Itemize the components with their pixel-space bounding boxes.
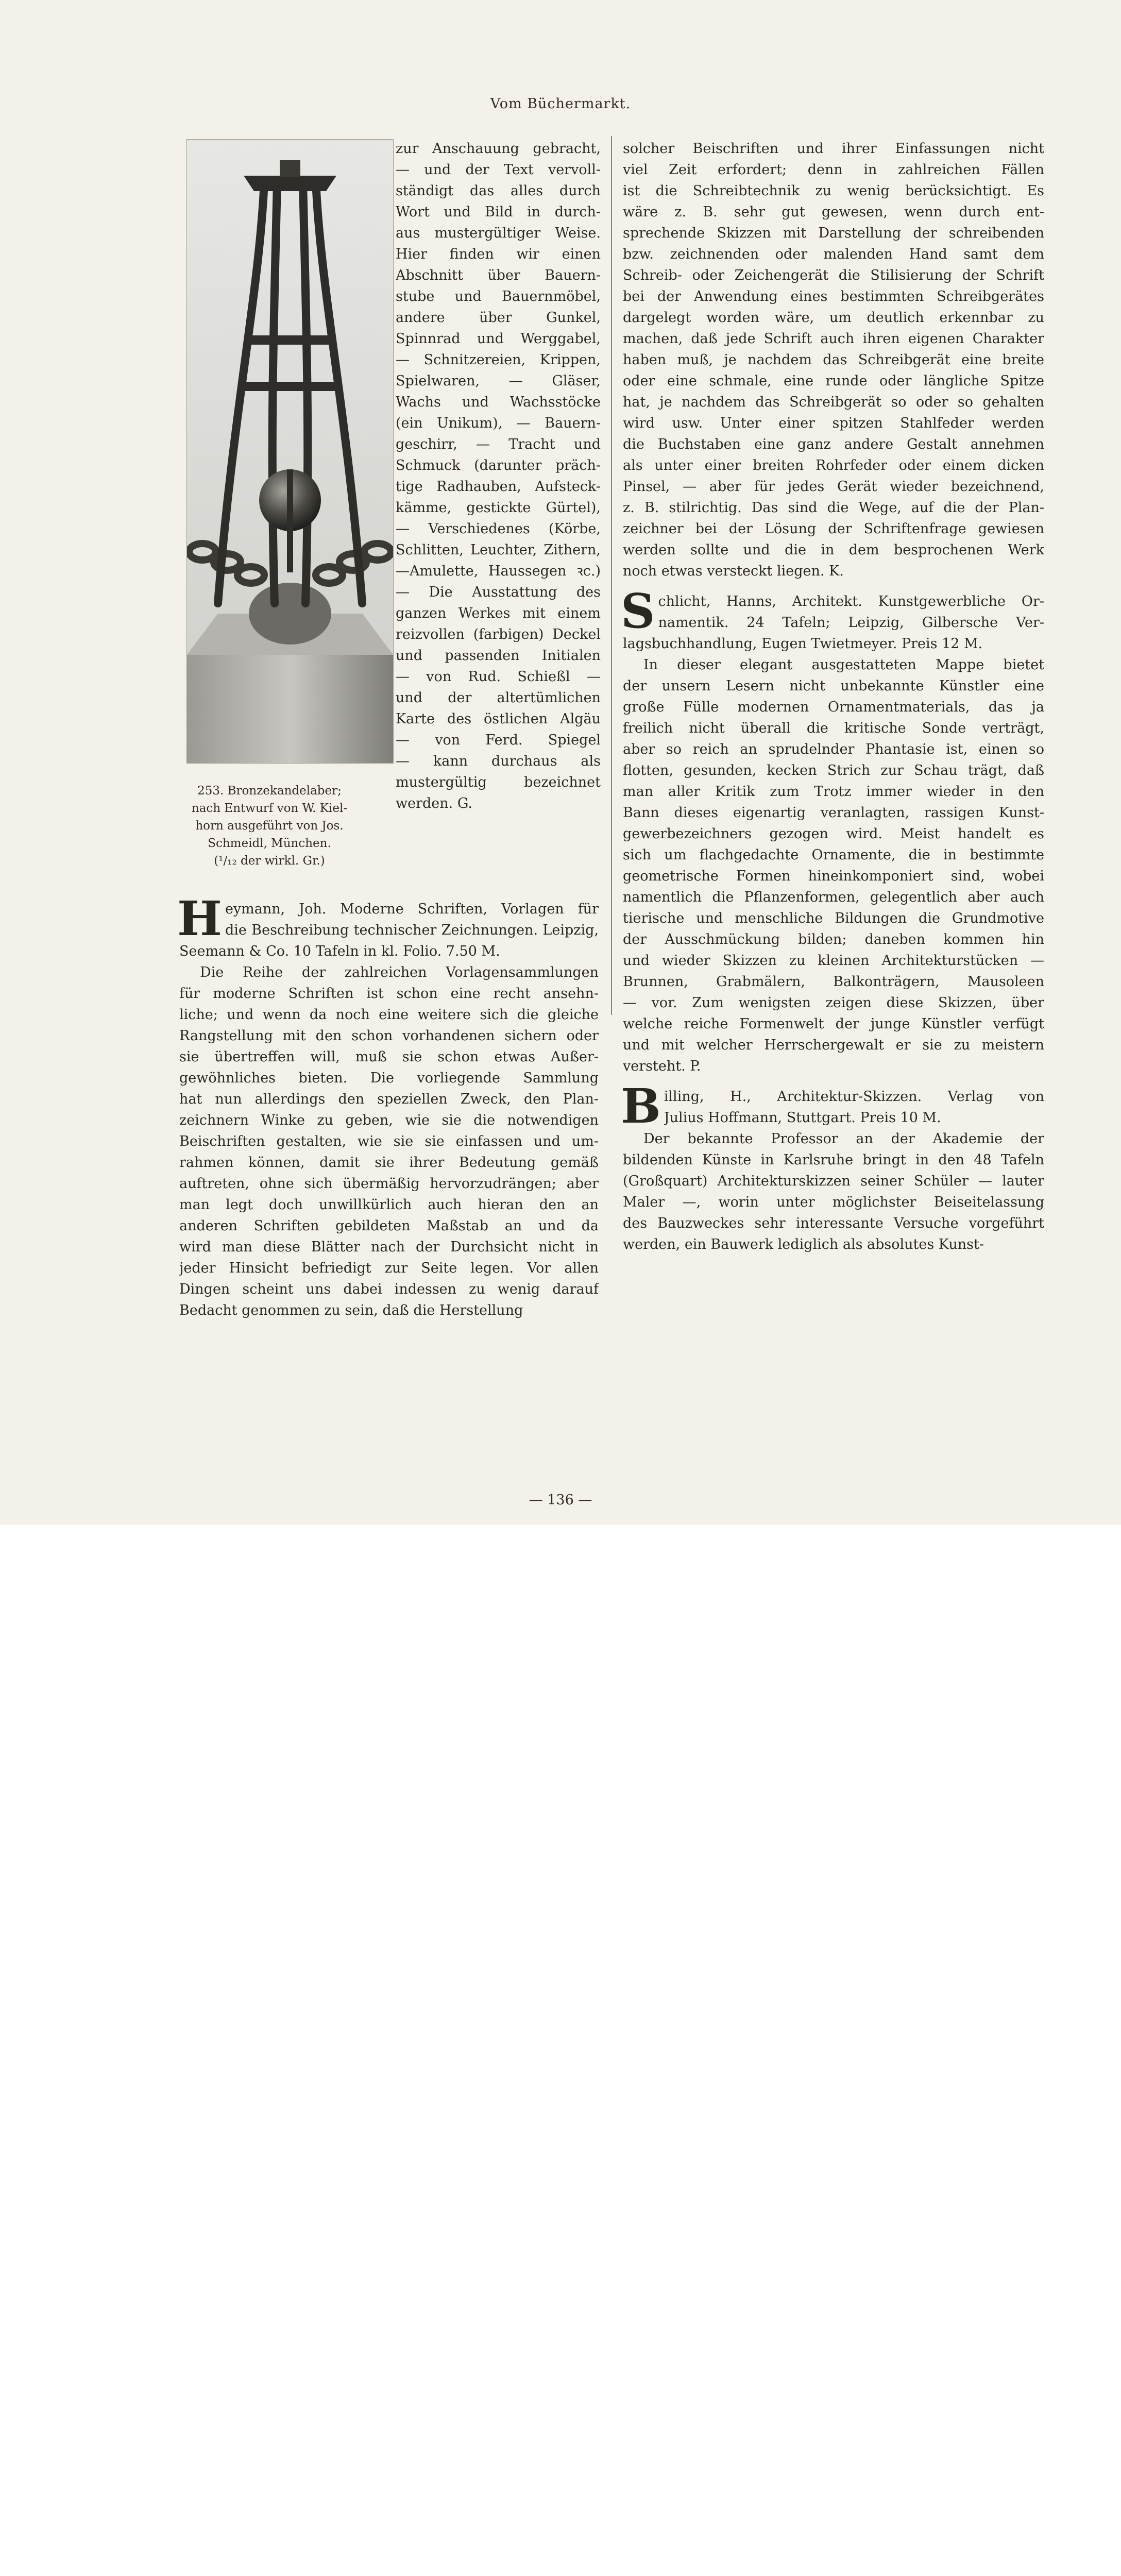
text-line: Julius Hoffmann, Stuttgart. Preis 10 M. [664, 1110, 941, 1126]
text-line: der unsern Lesern nicht unbekannte Künstler eine [623, 678, 1044, 694]
text-line: die Beschreibung technischer Zeichnungen. Leipzig, [225, 922, 599, 938]
text-line: anderen Schriften gebildeten Maßstab an und da [179, 1218, 599, 1234]
text-line: ist die Schreibtechnik zu wenig berücksichtigt. Es [623, 183, 1044, 199]
review-heymann [177, 891, 599, 1321]
text-line: tierische und menschliche Bildungen die Grundmotive [623, 910, 1044, 926]
text-line: — und der Text vervoll- [396, 162, 601, 178]
text-line: bei der Anwendung eines bestimmten Schreibgerätes [623, 289, 1044, 304]
text-line: reizvollen (farbigen) Deckel [396, 626, 601, 642]
review-heading [177, 891, 599, 962]
drop-cap: H [177, 891, 222, 946]
text-line: — kann durchaus als [396, 753, 601, 769]
text-line: Maler —, worin unter möglichster Beiseitelassung [623, 1194, 1044, 1210]
text-line: versteht. P. [623, 1058, 701, 1074]
text-line: auftreten, ohne sich übermäßig hervorzudrängen; aber [179, 1176, 599, 1192]
drop-cap: B [621, 1078, 661, 1134]
text-line: die Buchstaben eine ganz andere Gestalt annehmen [623, 436, 1044, 452]
text-line: (Großquart) Architekturskizzen seiner Schüler — lauter [623, 1173, 1044, 1189]
text-line: viel Zeit erfordert; denn in zahlreichen Fällen [623, 162, 1044, 178]
drop-cap: S [621, 583, 655, 639]
text-line: mustergültig bezeichnet [396, 774, 601, 790]
text-line: und mit welcher Herrschergewalt er sie zu meistern [623, 1037, 1044, 1053]
text-line: für moderne Schriften ist schon eine recht ansehn- [179, 986, 599, 1002]
text-line: Spielwaren, — Gläser, [396, 373, 601, 389]
review-heading [621, 583, 1044, 654]
review-body [179, 962, 599, 1321]
text-line: solcher Beischriften und ihrer Einfassungen nicht [623, 141, 1044, 157]
text-line: wird man diese Blätter nach der Durchsicht nicht in [179, 1239, 599, 1255]
text-line: stube und Bauernmöbel, [396, 289, 601, 304]
text-line: zeichnern Winke zu geben, wie sie die notwendigen [179, 1112, 599, 1128]
text-line: werden. G. [396, 795, 473, 811]
text-line: lagsbuchhandlung, Eugen Twietmeyer. Preis 12 M. [623, 636, 983, 652]
text-line: bildenden Künste in Karlsruhe bringt in den 48 Tafeln [623, 1152, 1044, 1168]
text-line: zur Anschauung gebracht, [396, 141, 601, 157]
caption-line: (¹/₁₂ der wirkl. Gr.) [214, 854, 325, 868]
review-continuation [623, 138, 1044, 582]
text-line: Schmuck (darunter präch- [396, 457, 601, 473]
review-schlicht [621, 583, 1044, 1077]
text-line: andere über Gunkel, [396, 310, 601, 326]
text-line: Seemann & Co. 10 Tafeln in kl. Folio. 7.50 M. [179, 943, 500, 959]
caption-line: horn ausgeführt von Jos. [195, 819, 344, 833]
text-line: kämme, gestickte Gürtel), [396, 500, 601, 516]
text-line: namentik. 24 Tafeln; Leipzig, Gilbersche Ver- [658, 615, 1044, 631]
review-billing [621, 1078, 1044, 1255]
text-line: Abschnitt über Bauern- [396, 267, 601, 283]
right-column-text [623, 138, 1044, 1255]
text-line: sie übertreffen will, muß sie schon etwas Außer- [179, 1049, 599, 1065]
text-line: ganzen Werkes mit einem [396, 605, 601, 621]
text-line: namentlich die Pflanzenformen, gelegentlich aber auch [623, 889, 1044, 905]
text-line: Der bekannte Professor an der Akademie der [643, 1131, 1044, 1147]
caption-line: 253. Bronzekandelaber; [197, 784, 342, 798]
review-heading [621, 1078, 1044, 1134]
footer-bar [0, 1525, 1121, 1609]
text-line: tige Radhauben, Aufsteck- [396, 479, 601, 495]
text-line: werden sollte und die in dem besprochenen Werk [623, 542, 1044, 558]
text-line: geschirr, — Tracht und [396, 436, 601, 452]
text-line: eymann, Joh. Moderne Schriften, Vorlagen für [225, 901, 599, 917]
text-line: gewerbezeichners gezogen wird. Meist handelt es [623, 826, 1044, 842]
text-line: — Schnitzereien, Krippen, [396, 352, 601, 368]
text-line: illing, H., Architektur-Skizzen. Verlag von [664, 1089, 1044, 1105]
text-line: wird usw. Unter einer spitzen Stahlfeder werden [623, 415, 1044, 431]
text-line: welche reiche Formenwelt der junge Künstler verfügt [623, 1016, 1044, 1032]
text-line: Bedacht genommen zu sein, daß die Herstellung [179, 1302, 523, 1318]
text-line: Bann dieses eigenartig veranlagten, rassigen Kunst- [623, 805, 1044, 821]
page-number: — 136 — [529, 1492, 592, 1508]
text-line: Pinsel, — aber für jedes Gerät wieder bezeichnend, [623, 479, 1044, 495]
text-line: z. B. stilrichtig. Das sind die Wege, auf die der Plan- [623, 500, 1044, 516]
text-line: man legt doch unwillkürlich auch hieran den an [179, 1197, 599, 1213]
review-body [623, 654, 1044, 1077]
text-line: oder eine schmale, eine runde oder längliche Spitze [623, 373, 1044, 389]
text-line: und passenden Initialen [396, 648, 601, 664]
text-line: werden, ein Bauwerk lediglich als absolutes Kunst- [623, 1236, 984, 1252]
text-line: jeder Hinsicht befriedigt zur Seite legen. Vor allen [179, 1260, 599, 1276]
review-body [623, 1128, 1044, 1255]
text-line: sprechende Skizzen mit Darstellung der schreibenden [623, 225, 1044, 241]
running-head: Vom Büchermarkt. [490, 96, 631, 112]
caption-line: Schmeidl, München. [208, 837, 331, 850]
text-line: Schlitten, Leuchter, Zithern, [396, 542, 601, 558]
text-line: In dieser elegant ausgestatteten Mappe bietet [643, 657, 1044, 673]
text-line: man aller Kritik zum Trotz immer wieder in den [623, 784, 1044, 800]
text-line: zeichner bei der Lösung der Schriftenfrage gewiesen [623, 521, 1044, 537]
text-line: —Amulette, Haussegen ꝛc.) [396, 563, 601, 579]
caption-line: nach Entwurf von W. Kiel- [191, 802, 348, 815]
column-divider [611, 136, 612, 1015]
text-line: Karte des östlichen Algäu [396, 711, 601, 727]
text-line: hat nun allerdings den speziellen Zweck, den Plan- [179, 1091, 599, 1107]
text-line: gewöhnliches bieten. Die vorliegende Sammlung [179, 1070, 599, 1086]
text-line: flotten, gesunden, kecken Strich zur Schau trägt, daß [623, 762, 1044, 778]
text-line: dargelegt worden wäre, um deutlich erkennbar zu [623, 310, 1044, 326]
text-line: aber so reich an sprudelnder Phantasie ist, einen so [623, 741, 1044, 757]
text-line: Hier finden wir einen [396, 246, 601, 262]
candelabra-photo [186, 139, 394, 764]
text-line: des Bauzweckes sehr interessante Versuche vorgeführt [623, 1215, 1044, 1231]
text-line: wäre z. B. sehr gut gewesen, wenn durch ent- [623, 204, 1044, 220]
text-line: und wieder Skizzen zu kleinen Architekturstücken — [623, 953, 1044, 969]
text-line: — Die Ausstattung des [396, 584, 601, 600]
text-line: Schreib- oder Zeichengerät die Stilisierung der Schrift [623, 267, 1044, 283]
text-line: sich um flachgedachte Ornamente, die in bestimmte [623, 847, 1044, 863]
text-line: liche; und wenn da noch eine weitere sich die gleiche [179, 1007, 599, 1023]
text-line: machen, daß jede Schrift auch ihren eigenen Charakter [623, 331, 1044, 347]
text-line: große Fülle modernen Ornamentmaterials, das ja [623, 699, 1044, 715]
figure-caption [179, 782, 360, 870]
text-line: — vor. Zum wenigsten zeigen diese Skizzen, über [623, 995, 1044, 1011]
text-line: Rangstellung mit den schon vorhandenen sichern oder [179, 1028, 599, 1044]
text-line: Spinnrad und Werggabel, [396, 331, 601, 347]
text-line: der Ausschmückung bilden; daneben kommen hin [623, 931, 1044, 947]
text-line: — von Ferd. Spiegel [396, 732, 601, 748]
text-line: — Verschiedenes (Körbe, [396, 521, 601, 537]
text-line: — von Rud. Schießl — [396, 669, 601, 685]
narrow-column-text [396, 138, 601, 814]
left-column-text [177, 891, 599, 1321]
text-line: (ein Unikum), — Bauern- [396, 415, 601, 431]
text-line: aus mustergültiger Weise. [396, 225, 601, 241]
text-line: Die Reihe der zahlreichen Vorlagensammlungen [200, 964, 599, 980]
text-line: Wachs und Wachsstöcke [396, 394, 601, 410]
candelabra-illustration [187, 140, 393, 763]
text-line: Beischriften gestalten, wie sie sie einfassen und um- [179, 1133, 599, 1149]
text-line: und der altertümlichen [396, 690, 601, 706]
text-line: als unter einer breiten Rohrfeder oder einem dicken [623, 457, 1044, 473]
text-line: Brunnen, Grabmälern, Balkonträgern, Mausoleen [623, 974, 1044, 990]
text-line: Wort und Bild in durch- [396, 204, 601, 220]
text-line: bzw. zeichnenden oder malenden Hand samt dem [623, 246, 1044, 262]
text-line: hat, je nachdem das Schreibgerät so oder so gehalten [623, 394, 1044, 410]
text-line: geometrische Formen hineinkomponiert sind, wobei [623, 868, 1044, 884]
text-line: freilich nicht überall die kritische Sonde verträgt, [623, 720, 1044, 736]
text-line: haben muß, je nachdem das Schreibgerät eine breite [623, 352, 1044, 368]
text-line: Dingen scheint uns dabei indessen zu wenig darauf [179, 1281, 599, 1297]
text-line: chlicht, Hanns, Architekt. Kunstgewerbliche Or- [658, 594, 1044, 609]
text-line: ständigt das alles durch [396, 183, 601, 199]
text-line: noch etwas versteckt liegen. K. [623, 563, 844, 579]
text-line: rahmen können, damit sie ihrer Bedeutung gemäß [179, 1155, 599, 1171]
